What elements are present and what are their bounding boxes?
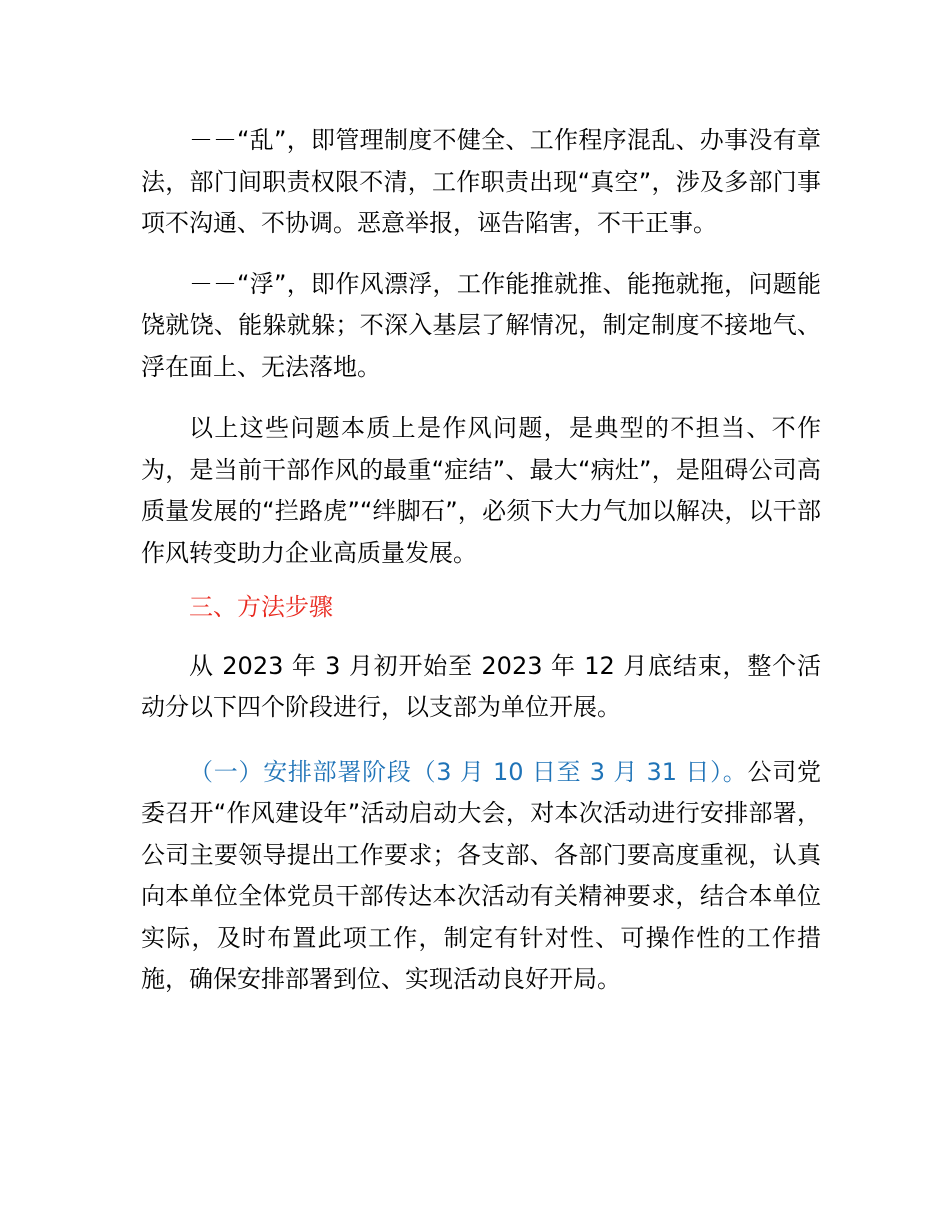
section-heading: 三、方法步骤 bbox=[189, 593, 333, 621]
paragraph-timeline: 从 2023 年 3 月初开始至 2023 年 12 月底结束，整个活动分以下四个阶段进行，以支部为单位开展。 bbox=[141, 651, 821, 721]
paragraph-luan: －－“乱”，即管理制度不健全、工作程序混乱、办事没有章法，部门间职责权限不清，工作职责出现“真空”，涉及多部门事项不沟通、不协调。恶意举报，诬告陷害，不干正事。 bbox=[141, 126, 821, 237]
stage-one-body: 公司党委召开“作风建设年”活动启动大会，对本次活动进行安排部署，公司主要领导提出工作要求；各支部、各部门要高度重视，认真向本单位全体党员干部传达本次活动有关精神要求，结合本单位实际，及时布置此项工作，制定有针对性、可操作性的工作措施，确保安排部署到位、实现活动良好开局。 bbox=[141, 757, 821, 993]
paragraph-fu: －－“浮”，即作风漂浮，工作能推就推、能拖就拖，问题能饶就饶、能躲就躲；不深入基层了解情况，制定制度不接地气、浮在面上、无法落地。 bbox=[141, 269, 821, 381]
paragraph-summary: 以上这些问题本质上是作风问题，是典型的不担当、不作为，是当前干部作风的最重“症结”、最大“病灶”，是阻碍公司高质量发展的“拦路虎”“绊脚石”，必须下大力气加以解决，以干部作风转变助力企业高质量发展。 bbox=[141, 414, 821, 567]
document-body bbox=[141, 120, 821, 1001]
paragraph-stage-one bbox=[141, 752, 821, 1001]
stage-one-title: （一）安排部署阶段（3 月 10 日至 3 月 31 日）。 bbox=[189, 757, 748, 786]
